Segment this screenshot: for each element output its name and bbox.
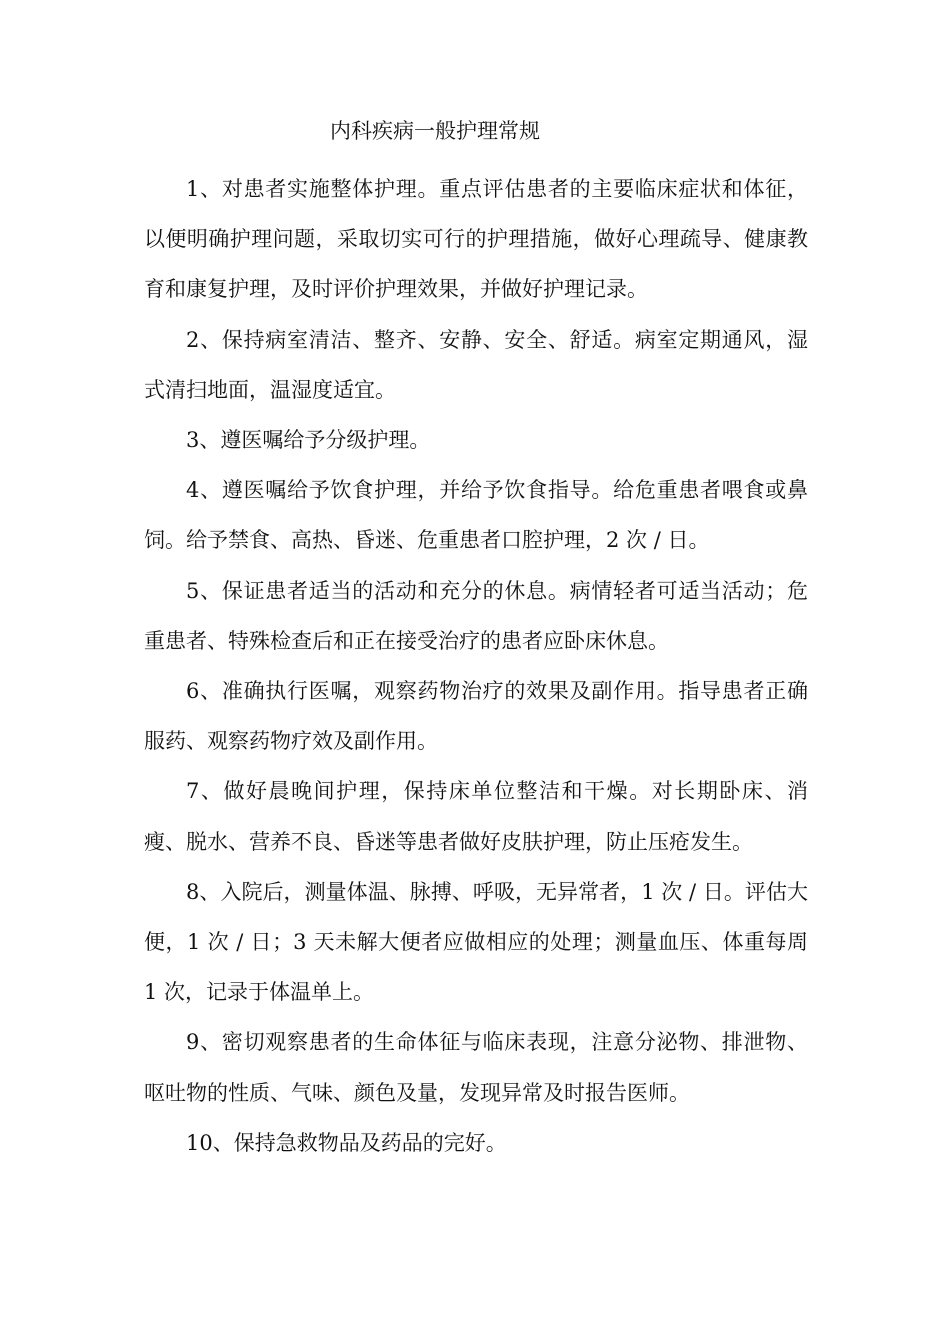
paragraph-2: 2、保持病室清洁、整齐、安静、安全、舒适。病室定期通风，湿式清扫地面，温湿度适宜。: [144, 327, 808, 402]
paragraph-5: 5、保证患者适当的活动和充分的休息。病情轻者可适当活动；危重患者、特殊检查后和正在接受治疗的患者应卧床休息。: [144, 578, 808, 653]
document-title: [0, 116, 950, 146]
paragraph-4: 4、遵医嘱给予饮食护理，并给予饮食指导。给危重患者喂食或鼻饲。给予禁食、高热、昏迷、危重患者口腔护理，2 次 / 日。: [144, 478, 808, 553]
document-body: [144, 164, 808, 1168]
paragraph-3: 3、遵医嘱给予分级护理。: [186, 428, 431, 453]
paragraph-6: 6、准确执行医嘱，观察药物治疗的效果及副作用。指导患者正确服药、观察药物疗效及副作用。: [144, 679, 808, 754]
paragraph-1: 1、对患者实施整体护理。重点评估患者的主要临床症状和体征，以便明确护理问题，采取切实可行的护理措施，做好心理疏导、健康教育和康复护理，及时评价护理效果，并做好护理记录。: [144, 177, 808, 302]
paragraph-10: 10、保持急救物品及药品的完好。: [186, 1130, 507, 1155]
paragraph-7: 7、做好晨晚间护理，保持床单位整洁和干燥。对长期卧床、消瘦、脱水、营养不良、昏迷等患者做好皮肤护理，防止压疮发生。: [144, 779, 808, 854]
document-title-text: 内科疾病一般护理常规: [330, 119, 540, 143]
paragraph-8: 8、入院后，测量体温、脉搏、呼吸，无异常者，1 次 / 日。评估大便，1 次 / 日；3 天未解大便者应做相应的处理；测量血压、体重每周 1 次，记录于体温单上。: [144, 879, 808, 1005]
paragraph-9: 9、密切观察患者的生命体征与临床表现，注意分泌物、排泄物、呕吐物的性质、气味、颜色及量，发现异常及时报告医师。: [144, 1030, 808, 1105]
